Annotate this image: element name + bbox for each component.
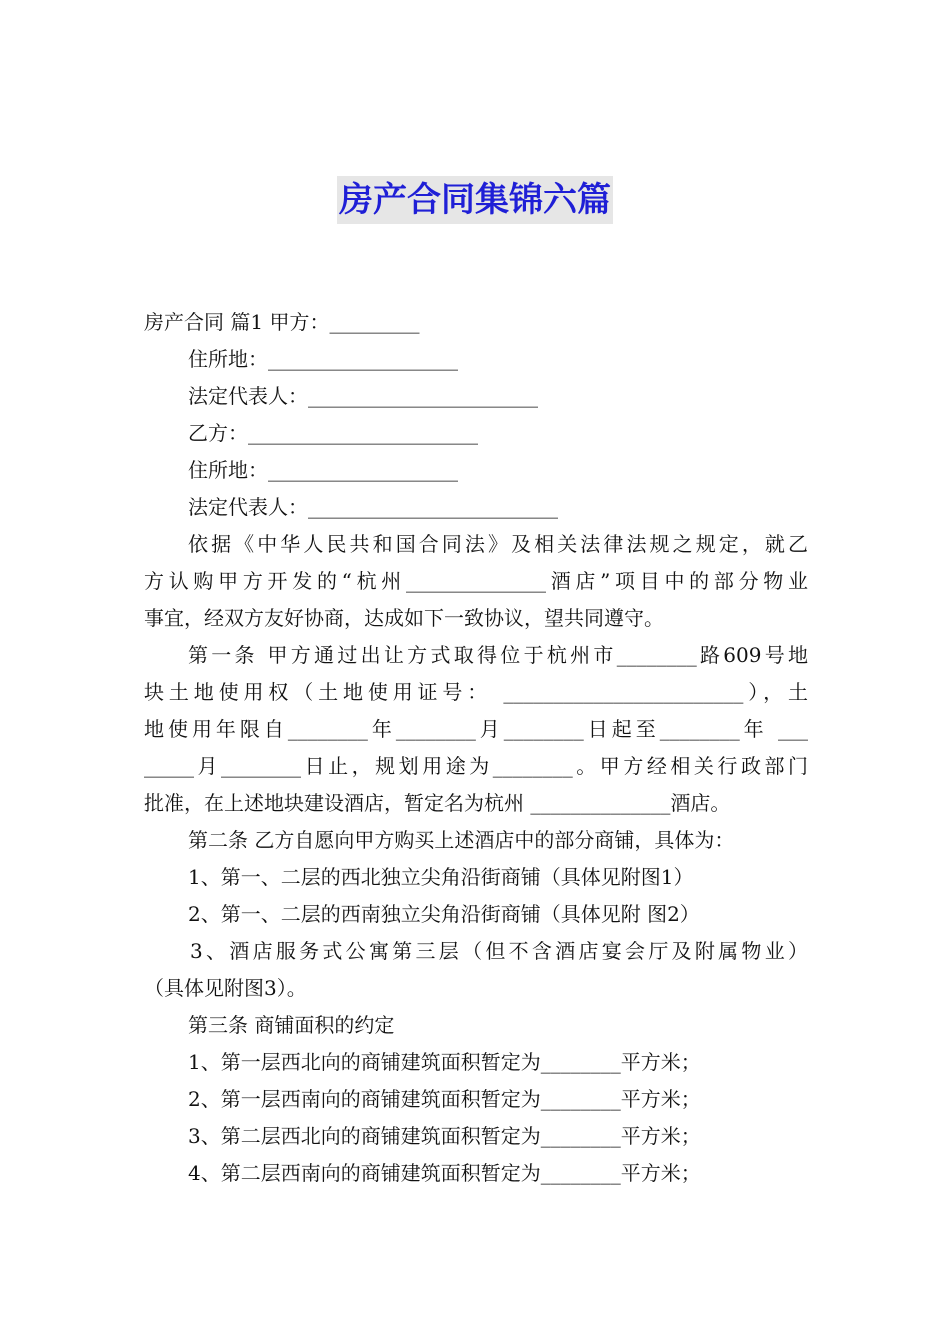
text-line: 第三条 商铺面积的约定 bbox=[188, 1013, 395, 1037]
text-line: 1、第一层西北向的商铺建筑面积暂定为________平方米； bbox=[188, 1050, 701, 1074]
text-line: 第一条 甲方通过出让方式取得位于杭州市________路609号地 bbox=[188, 643, 808, 667]
text-line: 方认购甲方开发的“杭州______________酒店”项目中的部分物业 bbox=[144, 569, 808, 593]
text-line: 依据《中华人民共和国合同法》及相关法律法规之规定，就乙 bbox=[188, 532, 808, 556]
document-body bbox=[144, 304, 808, 1192]
text-line: （具体见附图3）。 bbox=[144, 976, 307, 1000]
text-line: 乙方：_______________________ bbox=[188, 421, 478, 445]
text-line: 事宜，经双方友好协商，达成如下一致协议，望共同遵守。 bbox=[144, 606, 664, 630]
text-line: 住所地：___________________ bbox=[188, 347, 458, 371]
text-line: 块土地使用权（土地使用证号： ________________________），土 bbox=[144, 680, 808, 704]
document-title: 房产合同集锦六篇 bbox=[337, 176, 613, 224]
text-line: 2、第一、二层的西南独立尖角沿街商铺（具体见附 图2） bbox=[188, 902, 700, 926]
text-line: 住所地：___________________ bbox=[188, 458, 458, 482]
text-line: 法定代表人：_______________________ bbox=[188, 384, 538, 408]
text-line: 3、酒店服务式公寓第三层（但不含酒店宴会厅及附属物业） bbox=[190, 939, 808, 963]
text-line: 房产合同 篇1 甲方：_________ bbox=[144, 310, 420, 334]
text-line: 3、第二层西北向的商铺建筑面积暂定为________平方米； bbox=[188, 1124, 701, 1148]
text-line: 4、第二层西南向的商铺建筑面积暂定为________平方米； bbox=[188, 1161, 701, 1185]
text-line: 1、第一、二层的西北独立尖角沿街商铺（具体见附图1） bbox=[188, 865, 694, 889]
text-line: 第二条 乙方自愿向甲方购买上述酒店中的部分商铺，具体为： bbox=[188, 828, 735, 852]
text-line: 法定代表人：_________________________ bbox=[188, 495, 558, 519]
text-line: _____月________日止，规划用途为________。甲方经相关行政部门 bbox=[144, 754, 808, 778]
text-line: 2、第一层西南向的商铺建筑面积暂定为________平方米； bbox=[188, 1087, 701, 1111]
text-line: 地使用年限自________年________月________日起至________年 ___ bbox=[144, 717, 808, 741]
document-title-wrap bbox=[0, 176, 950, 224]
text-line: 批准，在上述地块建设酒店，暂定名为杭州 ______________酒店。 bbox=[144, 791, 731, 815]
